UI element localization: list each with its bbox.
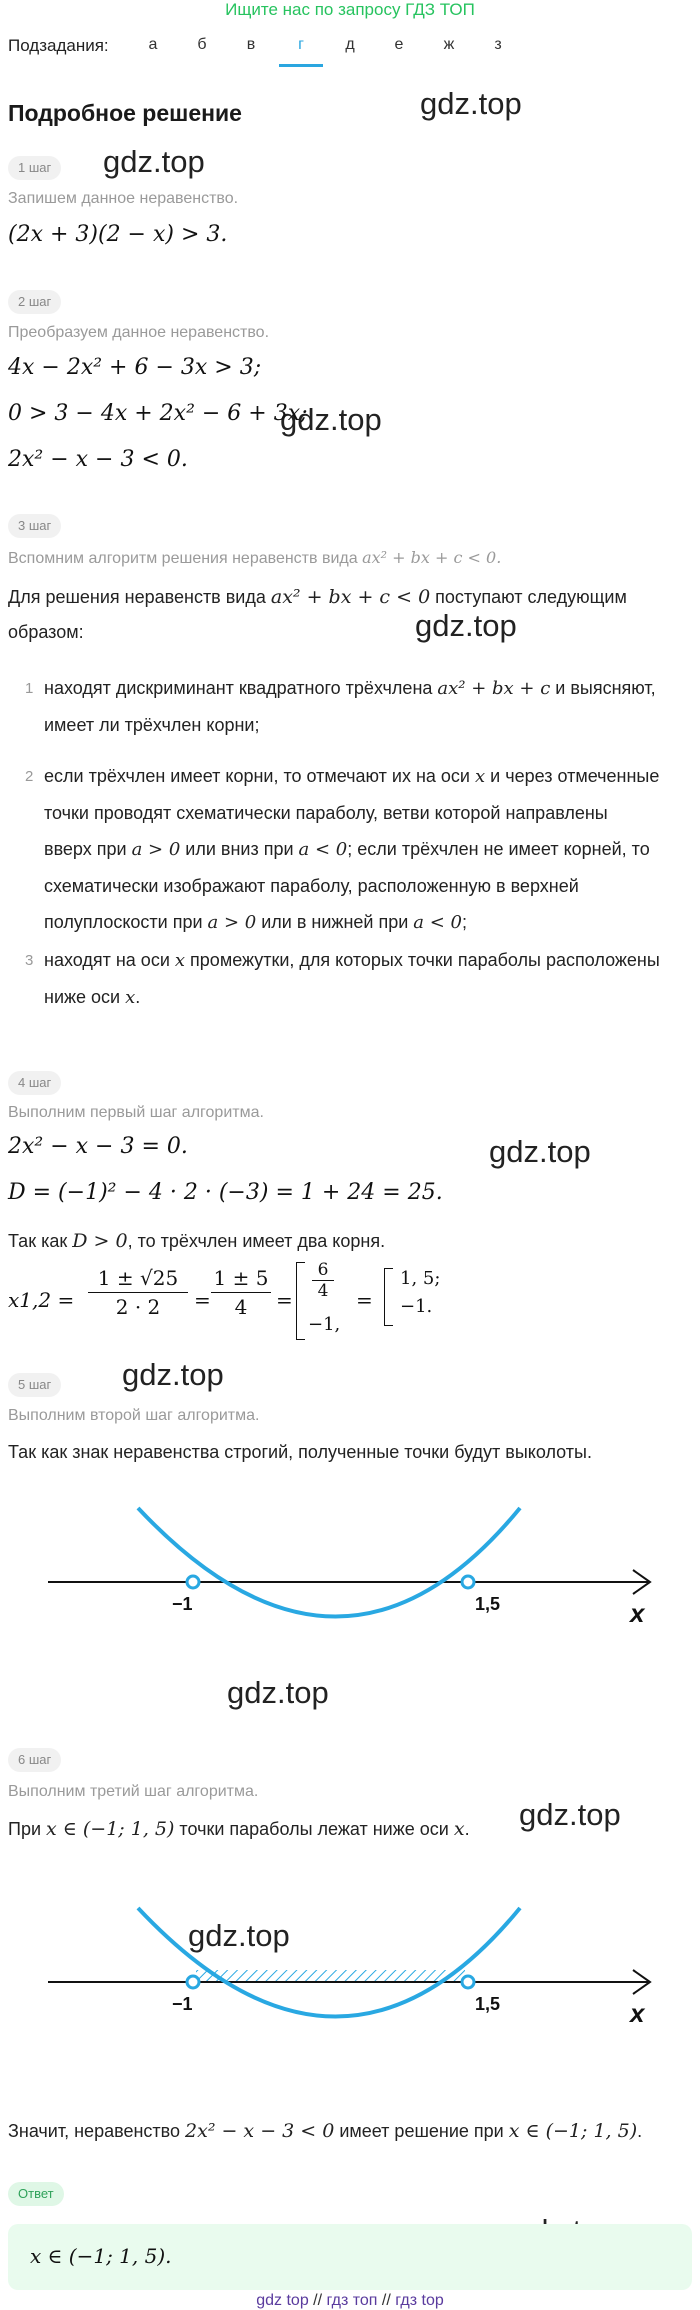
tab-a[interactable]: а <box>148 36 158 53</box>
list-item-math: x <box>174 950 186 971</box>
roots-lhs: x1,2 = <box>8 1288 75 1312</box>
footer-link-gdz-top-ru[interactable]: гдз топ <box>326 2292 378 2309</box>
list-item-math: a < 0 <box>413 912 463 933</box>
fraction-1-numerator: 1 ± √25 <box>97 1266 179 1290</box>
list-item-text: и через отмеченные <box>485 766 660 786</box>
list-item-text: или в нижней при <box>256 912 414 932</box>
footer-link-gdz-top[interactable]: gdz top <box>256 2292 309 2309</box>
step-2-line-2: 0 > 3 − 4x + 2x² − 6 + 3x; <box>8 401 308 426</box>
list-item <box>44 758 694 941</box>
tab-zh[interactable]: ж <box>443 36 455 53</box>
conclusion-math-2: x ∈ (−1; 1, 5) <box>508 2120 638 2142</box>
point-left <box>187 1576 199 1588</box>
list-item-text: промежутки, для которых точки параболы расположены <box>185 950 660 970</box>
footer-separator: // <box>313 2292 323 2309</box>
label-left: −1 <box>172 1594 193 1614</box>
step-5-hint: Выполним второй шаг алгоритма. <box>8 1407 260 1424</box>
fraction-1-denominator: 2 · 2 <box>115 1295 161 1319</box>
fraction-2-denominator: 4 <box>234 1295 248 1319</box>
answer-badge: Ответ <box>8 2182 64 2206</box>
step-3-hint-text: Вспомним алгоритм решения неравенств вида <box>8 550 363 567</box>
step-badge-3: 3 шаг <box>8 514 61 538</box>
list-item-text: схематически изображают параболу, расположенную в верхней <box>44 876 579 896</box>
watermark: gdz.top <box>420 86 522 121</box>
step-6-text-math-2: x <box>453 1818 465 1840</box>
equals-sign: = <box>276 1288 293 1312</box>
step-4-hint: Выполним первый шаг алгоритма. <box>8 1104 264 1121</box>
tab-z[interactable]: з <box>494 36 502 53</box>
list-item <box>44 670 694 743</box>
tab-d[interactable]: д <box>345 36 355 53</box>
watermark: gdz.top <box>415 608 517 643</box>
step-2-line-3: 2x² − x − 3 < 0. <box>8 447 188 472</box>
set-1-first-num: 6 <box>317 1260 329 1280</box>
watermark: gdz.top <box>103 144 205 179</box>
axis-label: x <box>630 1998 645 2028</box>
answer-box <box>8 2224 692 2290</box>
list-item-text: . <box>135 987 141 1007</box>
list-item-math: a > 0 <box>207 912 257 933</box>
step-4-text <box>8 1230 385 1252</box>
footer-separator: // <box>381 2292 391 2309</box>
conclusion-text-b: имеет решение при <box>334 2121 509 2141</box>
conclusion-text-end: . <box>637 2121 643 2141</box>
subtasks-label: Подзадания: <box>8 36 109 55</box>
parabola-curve <box>138 1508 520 1617</box>
point-right <box>462 1976 474 1988</box>
footer-link-gdz-top-mixed[interactable]: гдз top <box>395 2292 444 2309</box>
step-6-text-b: точки параболы лежат ниже оси <box>174 1819 454 1839</box>
step-2-line-1: 4x − 2x² + 6 − 3x > 3; <box>8 355 262 380</box>
step-1-hint: Запишем данное неравенство. <box>8 190 239 207</box>
step-3-intro-text: Для решения неравенств вида <box>8 587 271 607</box>
step-4-text-b: , то трёхчлен имеет два корня. <box>127 1231 386 1251</box>
step-3-hint <box>8 548 501 568</box>
equals-sign: = <box>194 1288 211 1312</box>
list-item-text: находят на оси <box>44 950 175 970</box>
list-item-text: ниже оси <box>44 987 126 1007</box>
step-6-text <box>8 1818 470 1840</box>
conclusion-math: 2x² − x − 3 < 0 <box>185 2120 335 2142</box>
step-badge-6: 6 шаг <box>8 1748 61 1772</box>
parabola-curve <box>138 1908 520 2017</box>
label-right: 1,5 <box>475 1994 501 2014</box>
list-item-number: 3 <box>25 952 34 969</box>
list-item-text: имеет ли трёхчлен корни; <box>44 715 260 735</box>
list-item-text: если трёхчлен имеет корни, то отмечают их на оси <box>44 766 475 786</box>
step-badge-5: 5 шаг <box>8 1373 61 1397</box>
list-item-text: ; если трёхчлен не имеет корней, то <box>347 839 650 859</box>
tab-e[interactable]: е <box>394 36 404 53</box>
step-6-text-end: . <box>464 1819 470 1839</box>
top-banner-text[interactable]: Ищите нас по запросу ГДЗ ТОП <box>225 0 475 19</box>
step-4-discriminant: D = (−1)² − 4 · 2 · (−3) = 1 + 24 = 25. <box>8 1180 443 1205</box>
list-item-text: или вниз при <box>180 839 299 859</box>
subtasks-tabs <box>0 30 700 70</box>
step-6-hint: Выполним третий шаг алгоритма. <box>8 1783 259 1800</box>
tab-b[interactable]: б <box>197 36 207 53</box>
list-item-text: и выясняют, <box>550 678 656 698</box>
list-item-text: ; <box>462 912 468 932</box>
list-item-number: 1 <box>25 680 34 697</box>
list-item <box>44 942 694 1016</box>
watermark: gdz.top <box>489 1134 591 1169</box>
list-item-text: полуплоскости при <box>44 912 208 932</box>
watermark: gdz.top <box>227 1675 329 1710</box>
list-item-math: a > 0 <box>131 839 181 860</box>
conclusion-text-a: Значит, неравенство <box>8 2121 186 2141</box>
step-6-text-math: x ∈ (−1; 1, 5) <box>46 1818 175 1840</box>
active-tab-underline <box>279 64 323 67</box>
roots-formula <box>8 1260 448 1346</box>
set-bracket-2 <box>384 1268 393 1326</box>
step-3-intro-text-2: поступают следующим <box>430 587 627 607</box>
set-1-second: −1, <box>308 1314 341 1335</box>
step-4-text-a: Так как <box>8 1231 73 1251</box>
list-item-math: x <box>125 987 136 1008</box>
label-right: 1,5 <box>475 1594 501 1614</box>
step-6-text-a: При <box>8 1819 47 1839</box>
set-1-first-den: 4 <box>317 1281 329 1301</box>
top-banner[interactable] <box>0 0 700 20</box>
fraction-1 <box>88 1266 188 1319</box>
watermark: gdz.top <box>188 1918 290 1953</box>
label-left: −1 <box>172 1994 193 2014</box>
step-4-text-math: D > 0 <box>72 1230 128 1252</box>
set-bracket-1 <box>296 1262 305 1340</box>
conclusion-text <box>8 2120 642 2142</box>
footer-links <box>0 2292 700 2310</box>
step-5-text: Так как знак неравенства строгий, полученные точки будут выколоты. <box>8 1442 592 1462</box>
list-item-number: 2 <box>25 768 34 785</box>
list-item-text: точки проводят схематически параболу, ветви которой направлены <box>44 803 608 823</box>
parabola-graph-2 <box>0 1890 700 2070</box>
equals-sign: = <box>356 1288 373 1312</box>
step-badge-1: 1 шаг <box>8 156 61 180</box>
fraction-2 <box>211 1266 271 1319</box>
list-item-text: находят дискриминант квадратного трёхчлена <box>44 678 438 698</box>
step-badge-4: 4 шаг <box>8 1071 61 1095</box>
point-right <box>462 1576 474 1588</box>
step-3-hint-math: ax² + bx + c < 0. <box>362 548 502 567</box>
set-1-first <box>312 1260 334 1301</box>
section-title: Подробное решение <box>8 100 242 126</box>
step-badge-2: 2 шаг <box>8 290 61 314</box>
solution-interval-hatch <box>196 1970 465 1982</box>
step-1-math: (2x + 3)(2 − x) > 3. <box>8 222 228 247</box>
watermark: gdz.top <box>280 402 382 437</box>
step-3-intro <box>8 586 627 608</box>
list-item-math: x <box>474 766 486 787</box>
step-3-intro-math: ax² + bx + c < 0 <box>270 586 431 608</box>
list-item-text: вверх при <box>44 839 132 859</box>
set-2-second: −1. <box>400 1296 433 1317</box>
list-item-math: a < 0 <box>298 839 348 860</box>
parabola-graph-1 <box>0 1490 700 1670</box>
point-left <box>187 1976 199 1988</box>
watermark: gdz.top <box>519 1797 621 1832</box>
tab-g[interactable]: г <box>298 36 304 53</box>
step-2-hint: Преобразуем данное неравенство. <box>8 324 270 341</box>
axis-label: x <box>630 1598 645 1628</box>
answer-value: x ∈ (−1; 1, 5). <box>30 2244 172 2268</box>
tab-v[interactable]: в <box>246 36 256 53</box>
fraction-2-numerator: 1 ± 5 <box>213 1266 269 1290</box>
step-3-intro-line-2: образом: <box>8 622 84 642</box>
watermark: gdz.top <box>122 1357 224 1392</box>
step-4-equation: 2x² − x − 3 = 0. <box>8 1134 188 1159</box>
set-2-first: 1, 5; <box>400 1268 441 1289</box>
list-item-math: ax² + bx + c <box>437 678 551 699</box>
